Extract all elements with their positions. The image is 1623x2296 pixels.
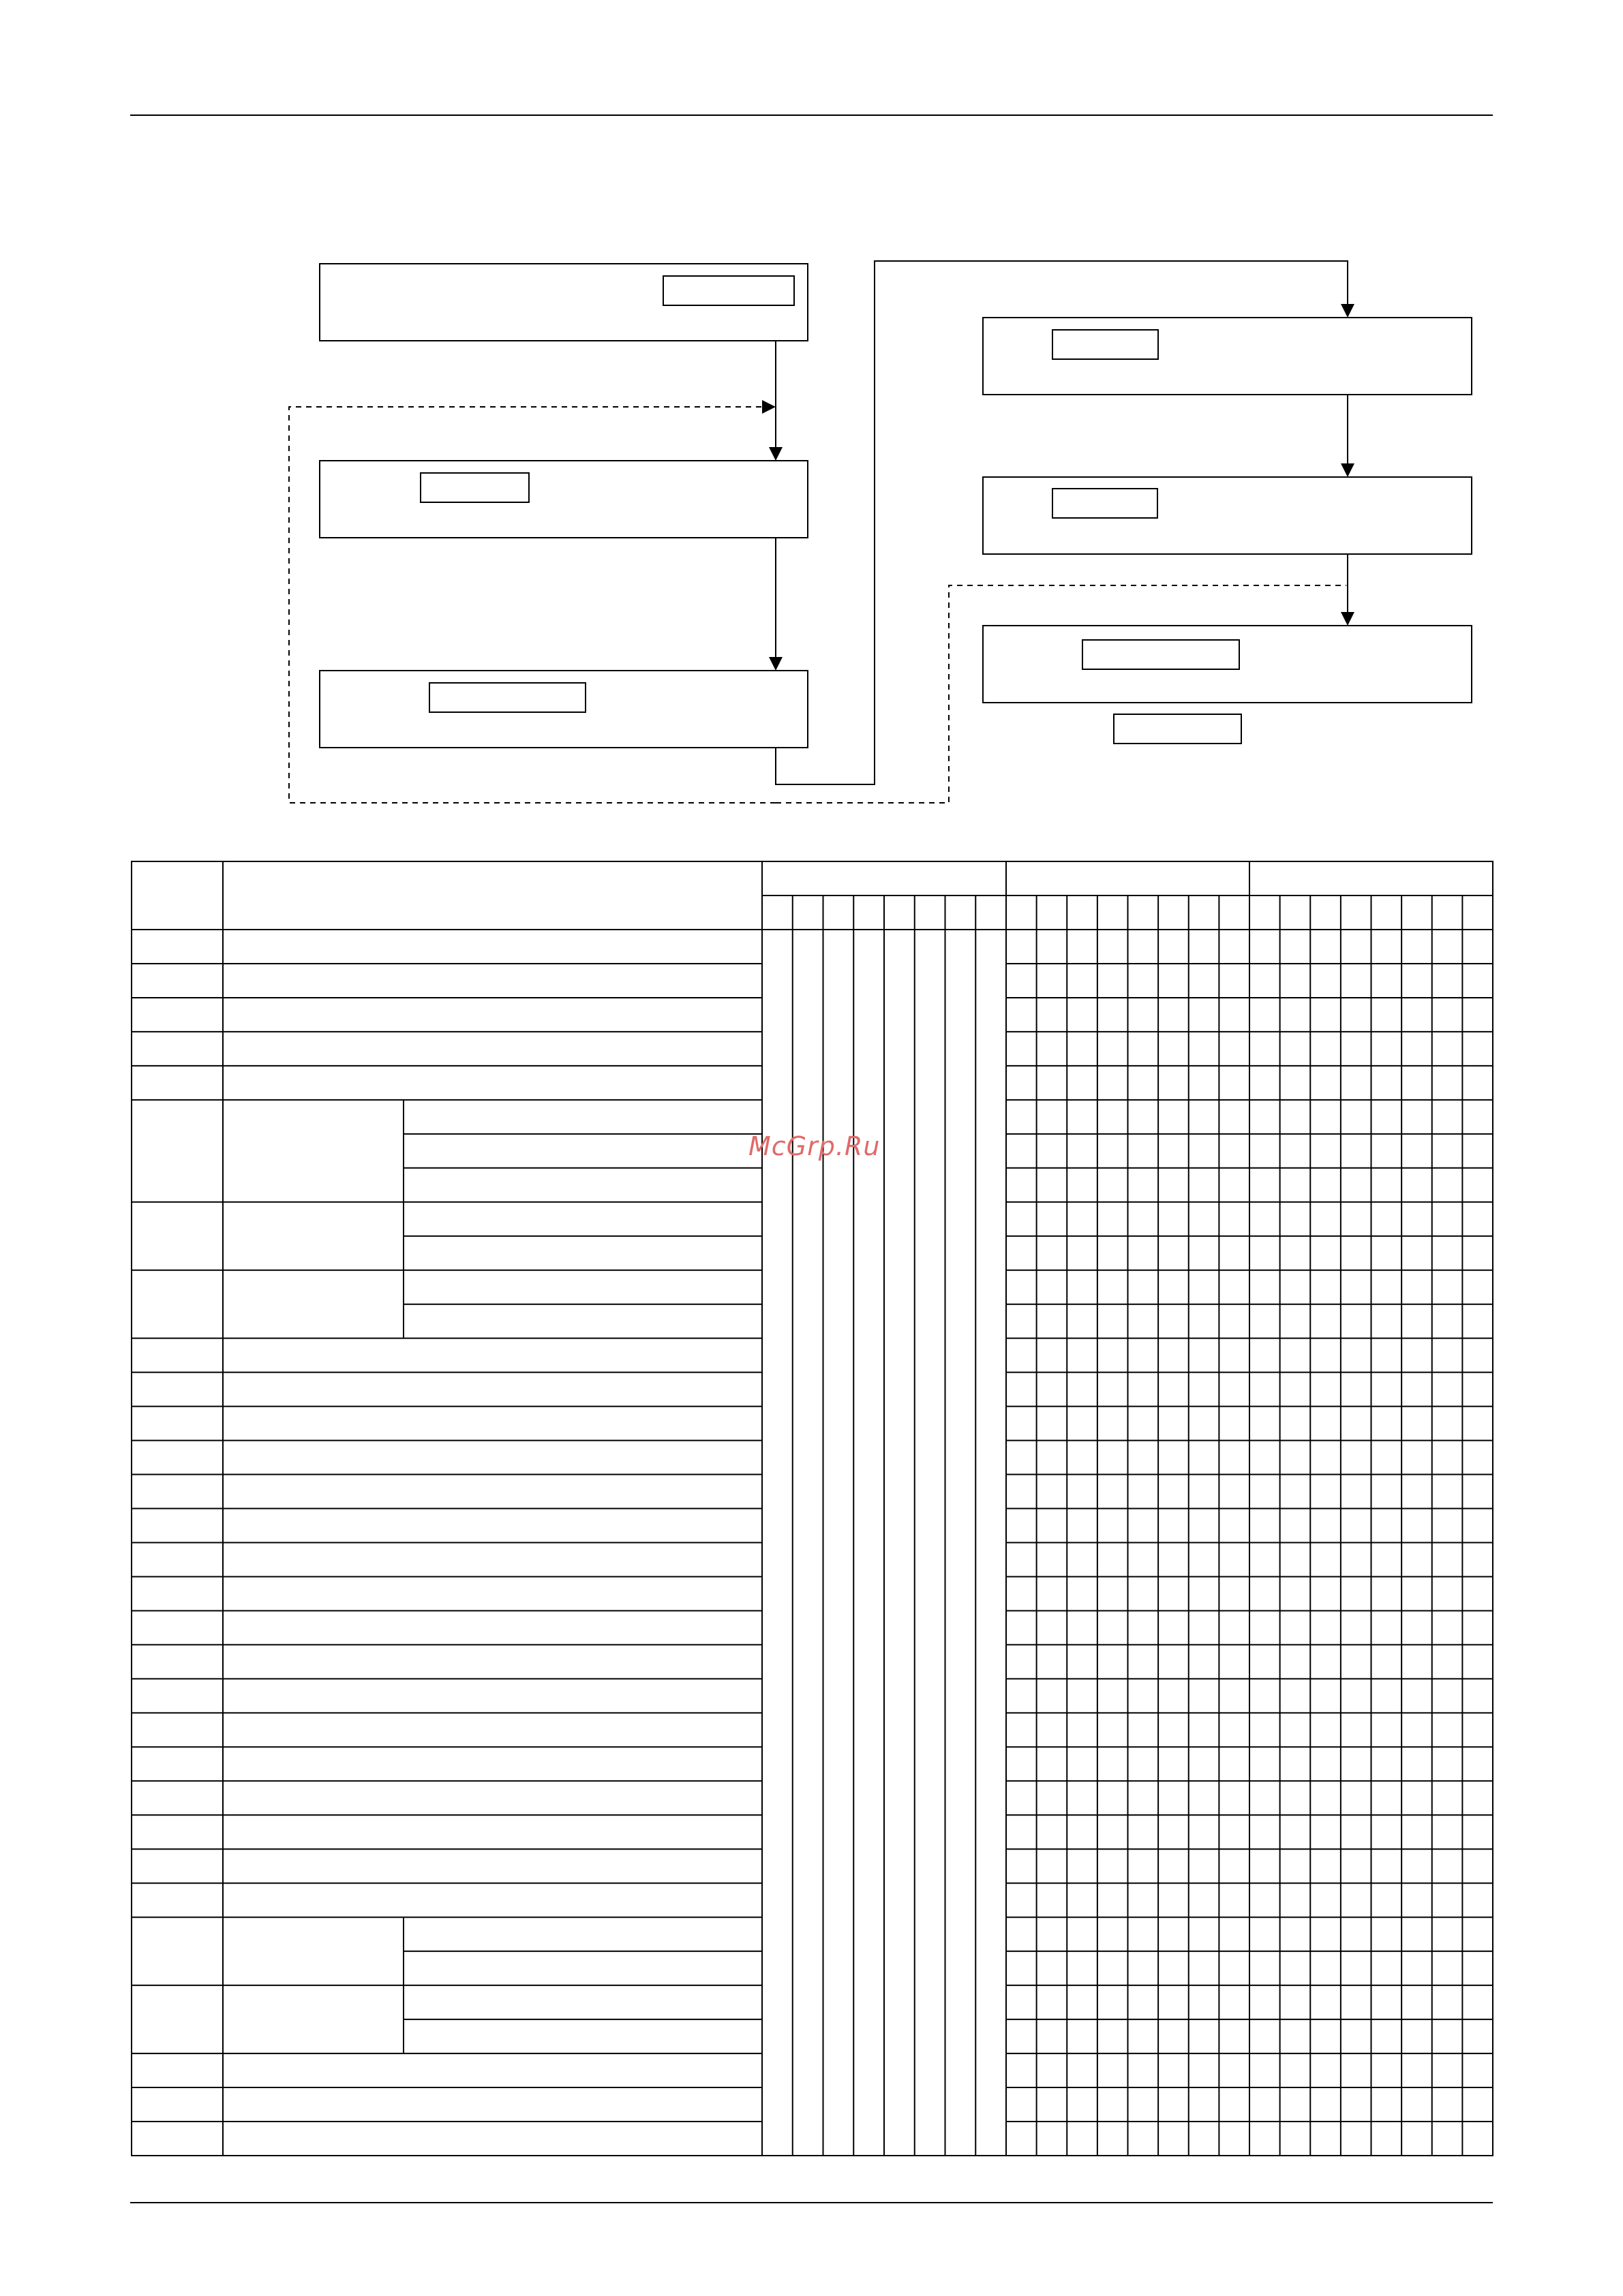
flow-box-top-right-field bbox=[1052, 330, 1158, 359]
checklist-table bbox=[132, 861, 1493, 2156]
flow-box-mid-left bbox=[320, 461, 808, 538]
flow-box-bottom-right-caption bbox=[1114, 714, 1241, 744]
flow-box-mid-right-field bbox=[1052, 489, 1157, 518]
dashed-loop-right bbox=[776, 585, 1346, 803]
arrow-bottom-left-to-top-right bbox=[776, 261, 1348, 784]
flow-box-bottom-right bbox=[983, 626, 1472, 703]
watermark-text: McGrp.Ru bbox=[748, 1131, 881, 1161]
flow-box-mid-left-field bbox=[421, 473, 529, 502]
flow-box-bottom-right-field bbox=[1082, 640, 1239, 669]
flow-box-bottom-left-field bbox=[429, 683, 586, 712]
flow-box-top-left-field bbox=[663, 276, 794, 305]
flow-diagram bbox=[289, 261, 1472, 803]
flow-box-top-right bbox=[983, 318, 1472, 395]
flow-box-bottom-left bbox=[320, 671, 808, 748]
dashed-loop-left bbox=[289, 407, 776, 803]
flow-box-top-left bbox=[320, 264, 808, 341]
